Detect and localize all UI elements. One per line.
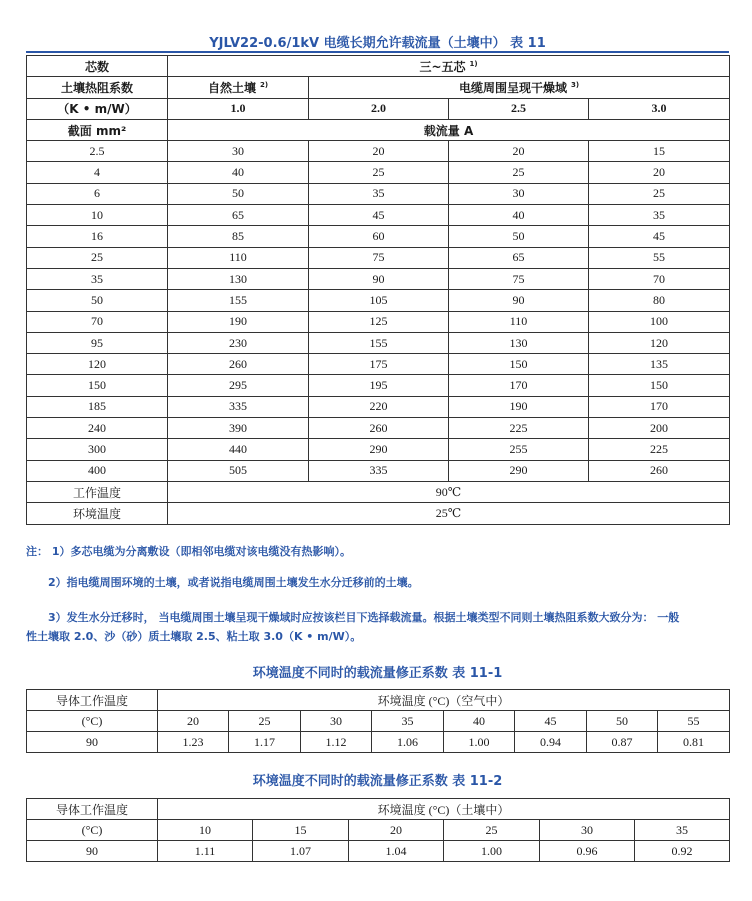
current-cell: 20 — [309, 141, 449, 162]
current-cell: 505 — [168, 460, 309, 481]
current-cell: 190 — [168, 311, 309, 332]
table-row — [27, 205, 730, 226]
current-cell: 30 — [449, 183, 589, 204]
t2-cond-value: 90 — [27, 732, 158, 753]
table-row — [27, 332, 730, 353]
current-cell: 130 — [168, 268, 309, 289]
header-cores: 芯数 — [27, 56, 168, 77]
t3-temp-cell: 35 — [635, 820, 730, 841]
t2-temp-cell: 45 — [515, 711, 587, 732]
section-cell: 150 — [27, 375, 168, 396]
current-cell: 105 — [309, 290, 449, 311]
current-cell: 175 — [309, 354, 449, 375]
current-cell: 50 — [168, 183, 309, 204]
current-cell: 55 — [589, 247, 730, 268]
t3-factor-cell: 0.96 — [540, 841, 635, 862]
current-cell: 45 — [309, 205, 449, 226]
table-row — [27, 141, 730, 162]
current-cell: 35 — [309, 183, 449, 204]
current-cell: 25 — [449, 162, 589, 183]
t3-factor-cell: 1.04 — [349, 841, 444, 862]
current-cell: 170 — [449, 375, 589, 396]
table-row — [27, 162, 730, 183]
current-cell: 150 — [589, 375, 730, 396]
current-cell: 335 — [168, 396, 309, 417]
coef-cell: 2.0 — [309, 98, 449, 119]
env-temp-value: 25℃ — [168, 503, 730, 524]
current-cell: 40 — [168, 162, 309, 183]
section-cell: 10 — [27, 205, 168, 226]
current-cell: 45 — [589, 226, 730, 247]
t2-factor-cell: 1.00 — [444, 732, 515, 753]
current-cell: 150 — [449, 354, 589, 375]
current-cell: 90 — [309, 268, 449, 289]
section-cell: 16 — [27, 226, 168, 247]
section-cell: 70 — [27, 311, 168, 332]
t2-header-unit: (°C) — [27, 711, 158, 732]
t2-factor-cell: 0.94 — [515, 732, 587, 753]
current-cell: 90 — [449, 290, 589, 311]
section-cell: 185 — [27, 396, 168, 417]
current-cell: 100 — [589, 311, 730, 332]
t2-header-conductor: 导体工作温度 — [27, 690, 158, 711]
t2-factor-cell: 1.17 — [229, 732, 301, 753]
current-cell: 20 — [449, 141, 589, 162]
t2-header-env: 环境温度 (°C)（空气中） — [158, 690, 730, 711]
t2-temp-cell: 35 — [372, 711, 444, 732]
section-cell: 4 — [27, 162, 168, 183]
t2-factor-cell: 0.81 — [658, 732, 730, 753]
section-cell: 6 — [27, 183, 168, 204]
work-temp-value: 90℃ — [168, 481, 730, 502]
t2-temp-cell: 40 — [444, 711, 515, 732]
current-cell: 25 — [309, 162, 449, 183]
table-row — [27, 375, 730, 396]
header-soil-resistivity: 土壤热阻系数 — [27, 77, 168, 98]
t3-temp-cell: 15 — [253, 820, 349, 841]
current-cell: 130 — [449, 332, 589, 353]
header-unit: （K • m/W） — [27, 98, 168, 119]
current-cell: 390 — [168, 418, 309, 439]
coef-cell: 3.0 — [589, 98, 730, 119]
t2-factor-cell: 1.23 — [158, 732, 229, 753]
table-row — [27, 439, 730, 460]
t3-factor-cell: 0.92 — [635, 841, 730, 862]
current-cell: 230 — [168, 332, 309, 353]
table-row — [27, 311, 730, 332]
current-cell: 65 — [449, 247, 589, 268]
current-cell: 290 — [449, 460, 589, 481]
current-cell: 25 — [589, 183, 730, 204]
table2-title: 环境温度不同时的载流量修正系数 表 11-1 — [252, 666, 503, 681]
section-cell: 35 — [27, 268, 168, 289]
table-row — [27, 290, 730, 311]
current-cell: 290 — [309, 439, 449, 460]
current-cell: 200 — [589, 418, 730, 439]
current-cell: 260 — [309, 418, 449, 439]
t2-factor-cell: 1.06 — [372, 732, 444, 753]
coef-cell: 2.5 — [449, 98, 589, 119]
section-cell: 400 — [27, 460, 168, 481]
current-cell: 155 — [168, 290, 309, 311]
table3-title: 环境温度不同时的载流量修正系数 表 11-2 — [252, 774, 503, 789]
current-cell: 30 — [168, 141, 309, 162]
t2-factor-cell: 0.87 — [587, 732, 658, 753]
current-cell: 80 — [589, 290, 730, 311]
section-cell: 240 — [27, 418, 168, 439]
note-2: 2）指电缆周围环境的土壤，或者说指电缆周围土壤发生水分迁移前的土壤。 — [48, 576, 419, 589]
current-cell: 260 — [589, 460, 730, 481]
t2-temp-cell: 25 — [229, 711, 301, 732]
t3-temp-cell: 10 — [158, 820, 253, 841]
t3-temp-cell: 25 — [444, 820, 540, 841]
note-3a: 3）发生水分迁移时， 当电缆周围土壤呈现干燥域时应按该栏目下选择载流量。根据土壤类型不同则土壤热阻系数大致分为： 一般 — [48, 611, 680, 624]
section-cell: 95 — [27, 332, 168, 353]
header-current: 载流量 A — [168, 119, 730, 140]
current-cell: 20 — [589, 162, 730, 183]
header-dry-zone: 电缆周围呈现干燥域 $^{3)}$ — [309, 77, 730, 98]
section-cell: 120 — [27, 354, 168, 375]
current-cell: 335 — [309, 460, 449, 481]
current-cell: 155 — [309, 332, 449, 353]
table-row — [27, 268, 730, 289]
current-cell: 65 — [168, 205, 309, 226]
t2-temp-cell: 30 — [301, 711, 372, 732]
current-cell: 75 — [309, 247, 449, 268]
current-cell: 295 — [168, 375, 309, 396]
t3-header-unit: (°C) — [27, 820, 158, 841]
current-cell: 125 — [309, 311, 449, 332]
t2-temp-cell: 50 — [587, 711, 658, 732]
table-row — [27, 354, 730, 375]
current-cell: 110 — [449, 311, 589, 332]
soil-correction-table — [26, 798, 730, 862]
table-row — [27, 247, 730, 268]
current-cell: 50 — [449, 226, 589, 247]
note-1: 注： 1）多芯电缆为分离敷设（即相邻电缆对该电缆没有热影响）。 — [26, 545, 351, 558]
current-cell: 110 — [168, 247, 309, 268]
t2-temp-cell: 20 — [158, 711, 229, 732]
header-natural-soil: 自然土壤 $^{2)}$ — [168, 77, 309, 98]
current-cell: 170 — [589, 396, 730, 417]
current-cell: 255 — [449, 439, 589, 460]
section-cell: 25 — [27, 247, 168, 268]
current-cell: 260 — [168, 354, 309, 375]
table-row — [27, 226, 730, 247]
table-row — [27, 460, 730, 481]
env-temp-label: 环境温度 — [27, 503, 168, 524]
ampacity-table — [26, 55, 730, 525]
coef-cell: 1.0 — [168, 98, 309, 119]
title-divider — [26, 51, 729, 53]
header-section: 截面 mm² — [27, 119, 168, 140]
current-cell: 225 — [589, 439, 730, 460]
current-cell: 190 — [449, 396, 589, 417]
work-temp-label: 工作温度 — [27, 481, 168, 502]
current-cell: 440 — [168, 439, 309, 460]
current-cell: 15 — [589, 141, 730, 162]
ampacity-rows — [27, 141, 730, 482]
t2-factor-cell: 1.12 — [301, 732, 372, 753]
t2-temp-cell: 55 — [658, 711, 730, 732]
current-cell: 35 — [589, 205, 730, 226]
current-cell: 220 — [309, 396, 449, 417]
section-cell: 50 — [27, 290, 168, 311]
section-cell: 2.5 — [27, 141, 168, 162]
t3-factor-cell: 1.00 — [444, 841, 540, 862]
t3-cond-value: 90 — [27, 841, 158, 862]
current-cell: 195 — [309, 375, 449, 396]
current-cell: 40 — [449, 205, 589, 226]
t3-temp-cell: 20 — [349, 820, 444, 841]
note-3b: 性土壤取 2.0、沙（砂）质土壤取 2.5、粘土取 3.0（K • m/W）。 — [26, 630, 362, 643]
t3-factor-cell: 1.11 — [158, 841, 253, 862]
section-cell: 300 — [27, 439, 168, 460]
current-cell: 120 — [589, 332, 730, 353]
table-row — [27, 396, 730, 417]
table-row — [27, 183, 730, 204]
current-cell: 85 — [168, 226, 309, 247]
current-cell: 135 — [589, 354, 730, 375]
t3-temp-cell: 30 — [540, 820, 635, 841]
current-cell: 70 — [589, 268, 730, 289]
table-row — [27, 418, 730, 439]
current-cell: 75 — [449, 268, 589, 289]
t3-header-conductor: 导体工作温度 — [27, 799, 158, 820]
t3-factor-cell: 1.07 — [253, 841, 349, 862]
main-title: YJLV22-0.6/1kV 电缆长期允许载流量（土壤中） 表 11 — [209, 36, 546, 51]
current-cell: 225 — [449, 418, 589, 439]
current-cell: 60 — [309, 226, 449, 247]
t3-header-env: 环境温度 (°C)（土壤中） — [158, 799, 730, 820]
header-cores-value: 三~五芯 $^{1)}$ — [168, 56, 730, 77]
air-correction-table — [26, 689, 730, 753]
